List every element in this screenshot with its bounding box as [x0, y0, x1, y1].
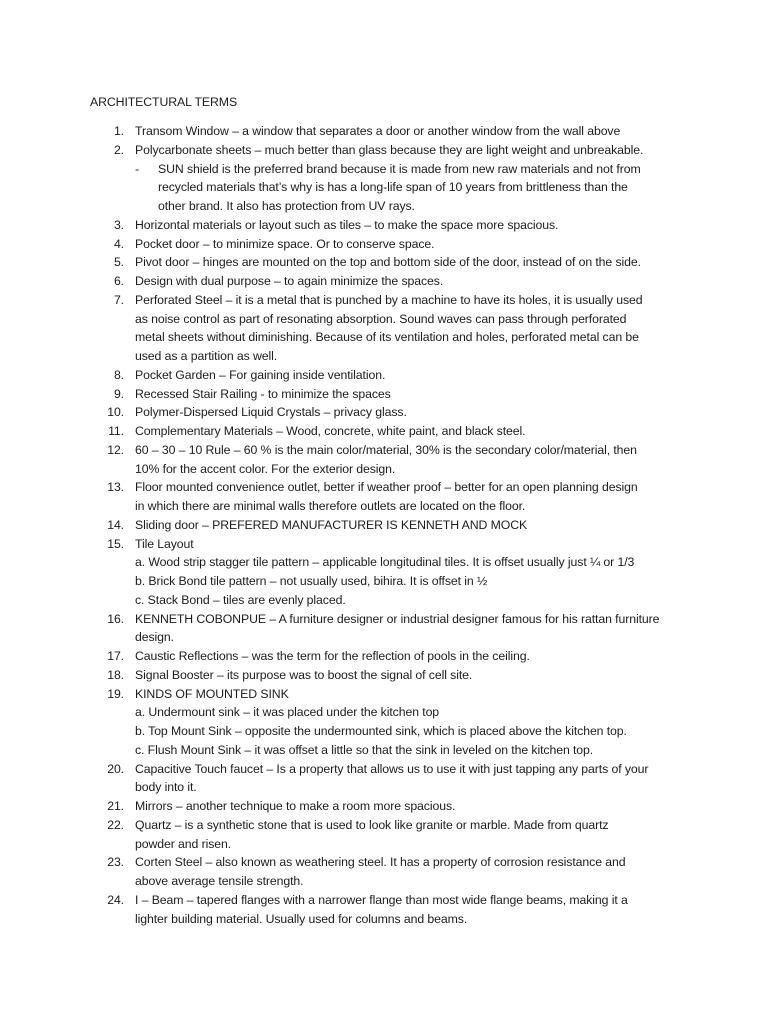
list-item: [0, 422, 768, 441]
sub-bullet-text: other brand. It also has protection from UV rays.: [158, 199, 415, 213]
list-item-text: Quartz – is a synthetic stone that is used to look like granite or marble. Made from quartz: [135, 817, 609, 832]
list-item: [0, 666, 768, 685]
list-item-number: 3.: [113, 217, 124, 232]
list-item-number: 9.: [113, 386, 124, 401]
list-item-text: Recessed Stair Railing - to minimize the spaces: [135, 386, 391, 401]
list-item-text: Polycarbonate sheets – much better than glass because they are light weight and unbreakable.: [135, 142, 644, 157]
list-item-number: 24.: [107, 892, 124, 907]
list-item: [0, 385, 768, 404]
numbered-list: [0, 122, 768, 928]
list-item-number: 22.: [107, 817, 124, 832]
list-item: [0, 216, 768, 235]
list-item-text: used as a partition as well.: [135, 349, 278, 363]
list-item-text: above average tensile strength.: [135, 874, 304, 888]
sub-bullet-marker: -: [135, 161, 139, 176]
sub-bullet: [0, 160, 768, 216]
list-item-text: c. Flush Mount Sink – it was offset a little so that the sink in leveled on the kitchen top.: [135, 742, 594, 757]
list-item: [0, 685, 768, 760]
list-item-text: Signal Booster – its purpose was to boost the signal of cell site.: [135, 667, 473, 682]
list-item-text: KENNETH COBONPUE – A furniture designer or industrial designer famous for his rattan furniture: [135, 611, 660, 626]
sub-bullet-text: SUN shield is the preferred brand because it is made from new raw materials and not from: [158, 161, 641, 176]
sub-bullet-text: recycled materials that’s why is has a long-life span of 10 years from brittleness than the: [158, 180, 628, 195]
list-item-number: 10.: [107, 405, 124, 420]
document-title: ARCHITECTURAL TERMS: [90, 95, 238, 109]
list-item-text: Sliding door – PREFERED MANUFACTURER IS KENNETH AND MOCK: [135, 517, 528, 532]
list-item-text: lighter building material. Usually used for columns and beams.: [135, 911, 468, 926]
list-item-text: a. Wood strip stagger tile pattern – applicable longitudinal tiles. It is offset usually just ¼ or 1/3: [135, 555, 635, 570]
list-item-text: Floor mounted convenience outlet, better if weather proof – better for an open planning design: [135, 480, 638, 495]
list-item-number: 8.: [113, 367, 124, 382]
list-item-text: Transom Window – a window that separates a door or another window from the wall above: [135, 124, 621, 138]
list-item-number: 4.: [113, 236, 124, 251]
list-item: [0, 760, 768, 798]
list-item-text: Caustic Reflections – was the term for the reflection of pools in the ceiling.: [135, 649, 530, 663]
list-item-number: 2.: [113, 142, 124, 157]
list-item-text: Complementary Materials – Wood, concrete, white paint, and black steel.: [135, 424, 526, 438]
list-item-text: b. Top Mount Sink – opposite the undermounted sink, which is placed above the kitchen top.: [135, 724, 627, 738]
list-item-number: 5.: [113, 255, 124, 270]
list-item-number: 12.: [107, 442, 124, 457]
list-item-text: body into it.: [135, 780, 197, 795]
list-item-number: 17.: [107, 649, 124, 663]
list-item: [0, 516, 768, 535]
list-item-number: 16.: [107, 611, 124, 626]
list-item-text: as noise control as part of resonating absorption. Sound waves can pass through perforated: [135, 311, 627, 326]
list-item: [0, 235, 768, 254]
list-item: [0, 610, 768, 648]
list-item: [0, 403, 768, 422]
list-item-text: Pocket door – to minimize space. Or to conserve space.: [135, 236, 435, 251]
list-item-text: Perforated Steel – it is a metal that is punched by a machine to have its holes, it is usually used: [135, 292, 643, 307]
list-item-text: Pocket Garden – For gaining inside ventilation.: [135, 367, 386, 382]
list-item: [0, 441, 768, 479]
list-item-number: 6.: [113, 274, 124, 288]
list-item-number: 1.: [113, 124, 124, 138]
list-item-number: 13.: [107, 480, 124, 495]
list-item: [0, 272, 768, 291]
list-item: [0, 891, 768, 929]
list-item: [0, 253, 768, 272]
list-item: [0, 366, 768, 385]
list-item-text: 60 – 30 – 10 Rule – 60 % is the main color/material, 30% is the secondary color/material, then: [135, 442, 637, 457]
list-item: [0, 647, 768, 666]
list-item-text: Corten Steel – also known as weathering steel. It has a property of corrosion resistance and: [135, 855, 626, 870]
list-item: [0, 122, 768, 141]
list-item-number: 23.: [107, 855, 124, 870]
list-item-text: Pivot door – hinges are mounted on the top and bottom side of the door, instead of on the side.: [135, 255, 641, 270]
list-item: [0, 291, 768, 366]
list-item: [0, 535, 768, 610]
list-item-number: 20.: [107, 761, 124, 776]
list-item-number: 7.: [113, 292, 124, 307]
list-item-text: Polymer-Dispersed Liquid Crystals – privacy glass.: [135, 405, 407, 420]
list-item-number: 19.: [107, 686, 124, 701]
list-item-text: 10% for the accent color. For the exterior design.: [135, 461, 396, 476]
list-item-text: KINDS OF MOUNTED SINK: [135, 686, 289, 701]
list-item-text: design.: [135, 630, 174, 645]
list-item-number: 11.: [108, 424, 124, 438]
list-item-text: in which there are minimal walls therefore outlets are located on the floor.: [135, 499, 526, 513]
list-item: [0, 478, 768, 516]
list-item-text: Design with dual purpose – to again minimize the spaces.: [135, 274, 444, 288]
list-item-text: a. Undermount sink – it was placed under the kitchen top: [135, 705, 440, 720]
list-item-text: Capacitive Touch faucet – Is a property that allows us to use it with just tapping any parts of your: [135, 761, 649, 776]
list-item-text: metal sheets without diminishing. Because of its ventilation and holes, perforated metal can be: [135, 330, 639, 345]
list-item: [0, 853, 768, 891]
list-item-text: c. Stack Bond – tiles are evenly placed.: [135, 592, 346, 607]
list-item-text: powder and risen.: [135, 836, 232, 851]
list-item-number: 18.: [107, 667, 124, 682]
list-item-number: 15.: [107, 536, 124, 551]
list-item: [0, 816, 768, 854]
list-item-number: 21.: [107, 799, 124, 813]
list-item: [0, 797, 768, 816]
list-item-text: Tile Layout: [135, 536, 194, 551]
list-item-number: 14.: [107, 517, 124, 532]
list-item-text: Mirrors – another technique to make a room more spacious.: [135, 799, 456, 813]
list-item-text: I – Beam – tapered flanges with a narrower flange than most wide flange beams, making it a: [135, 892, 628, 907]
list-item-text: b. Brick Bond tile pattern – not usually used, bihira. It is offset in ½: [135, 574, 488, 588]
list-item-text: Horizontal materials or layout such as tiles – to make the space more spacious.: [135, 217, 559, 232]
list-item: [0, 141, 768, 216]
